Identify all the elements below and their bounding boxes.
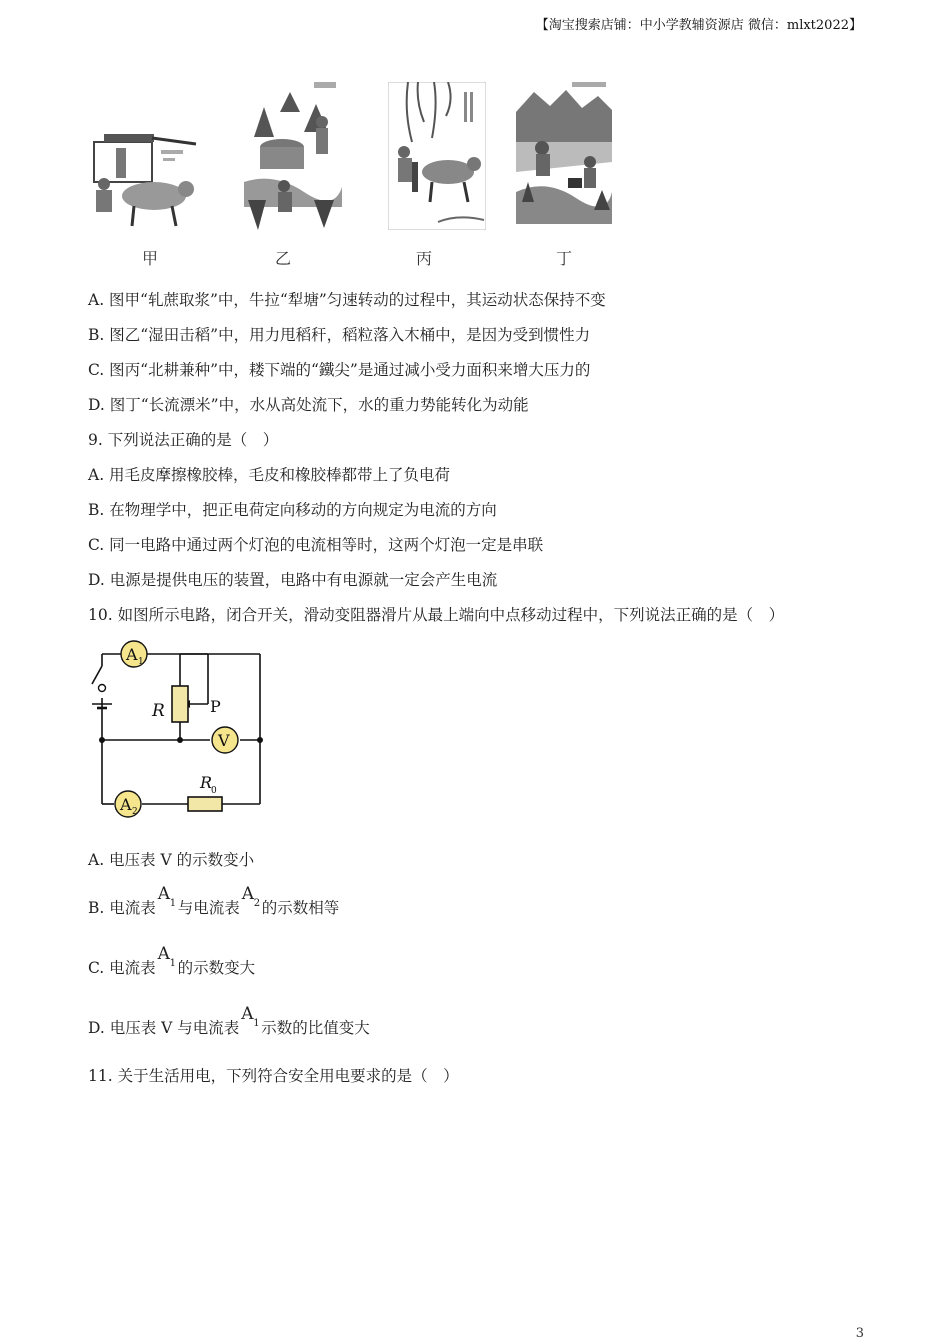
a1-sub: 1	[138, 657, 144, 667]
r0-label: R	[200, 773, 213, 792]
q10-option-b-text-2: 与电流表	[177, 899, 240, 917]
illustration-jia	[86, 134, 208, 229]
q9-option-b: B. 在物理学中，把正电荷定向移动的方向规定为电流的方向	[88, 501, 497, 519]
ammeter-symbol-a2: A 2	[241, 884, 261, 909]
q9-option-d: D. 电源是提供电压的装置，电路中有电源就一定会产生电流	[88, 571, 498, 589]
illustration-yi	[244, 82, 342, 230]
q10-option-b-text-1: B. 电流表	[88, 899, 156, 917]
p-label: P	[210, 697, 221, 716]
q8-option-c: C. 图丙“北耕兼种”中，耧下端的“鐵尖”是通过减小受力面积来增大压力的	[88, 361, 591, 379]
a2-label: A	[120, 795, 132, 814]
rheostat	[172, 686, 188, 722]
v-label: V	[218, 731, 230, 750]
a1-label: A	[126, 645, 138, 664]
q10-option-c-text-1: C. 电流表	[88, 959, 156, 977]
resistor-r0	[188, 797, 222, 811]
illustration-row	[86, 82, 626, 252]
q10-option-b	[88, 884, 340, 918]
q10-option-c	[88, 944, 256, 978]
r-label: R	[152, 701, 165, 721]
q8-option-d: D. 图丁“长流漂米”中，水从高处流下，水的重力势能转化为动能	[88, 396, 529, 414]
r0-sub: 0	[211, 786, 217, 796]
figure-label-yi: 乙	[275, 249, 292, 268]
figure-label-bing: 丙	[416, 249, 433, 268]
q10-option-c-text-2: 的示数变大	[177, 959, 256, 977]
q9-option-a: A. 用毛皮摩擦橡胶棒，毛皮和橡胶棒都带上了负电荷	[88, 466, 451, 484]
q8-option-b: B. 图乙“湿田击稻”中，用力甩稻秆，稻粒落入木桶中，是因为受到惯性力	[88, 326, 591, 344]
circuit-diagram	[84, 636, 274, 828]
q9-option-c: C. 同一电路中通过两个灯泡的电流相等时，这两个灯泡一定是串联	[88, 536, 544, 554]
a2-sub: 2	[132, 807, 138, 817]
ammeter-symbol-a1: A 1	[157, 944, 177, 969]
q10-option-d-text-1: D. 电压表 V 与电流表	[88, 1019, 240, 1037]
q11-stem: 11. 关于生活用电，下列符合安全用电要求的是（ ）	[88, 1067, 459, 1085]
q10-stem: 10. 如图所示电路，闭合开关，滑动变阻器滑片从最上端向中点移动过程中，下列说法正确的是（ ）	[88, 606, 785, 624]
q10-option-a: A. 电压表 V 的示数变小	[88, 851, 255, 869]
q9-stem: 9. 下列说法正确的是（ ）	[88, 431, 279, 449]
illustration-bing	[388, 82, 486, 230]
page-header-watermark: 【淘宝搜索店铺：中小学教辅资源店 微信：mlxt2022】	[535, 18, 862, 33]
figure-label-ding: 丁	[556, 249, 573, 268]
q10-option-b-text-3: 的示数相等	[261, 899, 340, 917]
figure-label-jia: 甲	[142, 249, 159, 268]
q10-option-d	[88, 1004, 370, 1038]
page-number: 3	[855, 1326, 864, 1341]
ammeter-symbol-a1: A 1	[157, 884, 177, 909]
switch-pivot	[99, 685, 106, 692]
illustration-ding	[516, 82, 612, 224]
ammeter-symbol-a1: A 1	[241, 1004, 260, 1029]
q8-option-a: A. 图甲“轧蔗取浆”中，牛拉“犁塘”匀速转动的过程中，其运动状态保持不变	[88, 291, 606, 309]
q10-option-d-text-2: 示数的比值变大	[261, 1019, 370, 1037]
